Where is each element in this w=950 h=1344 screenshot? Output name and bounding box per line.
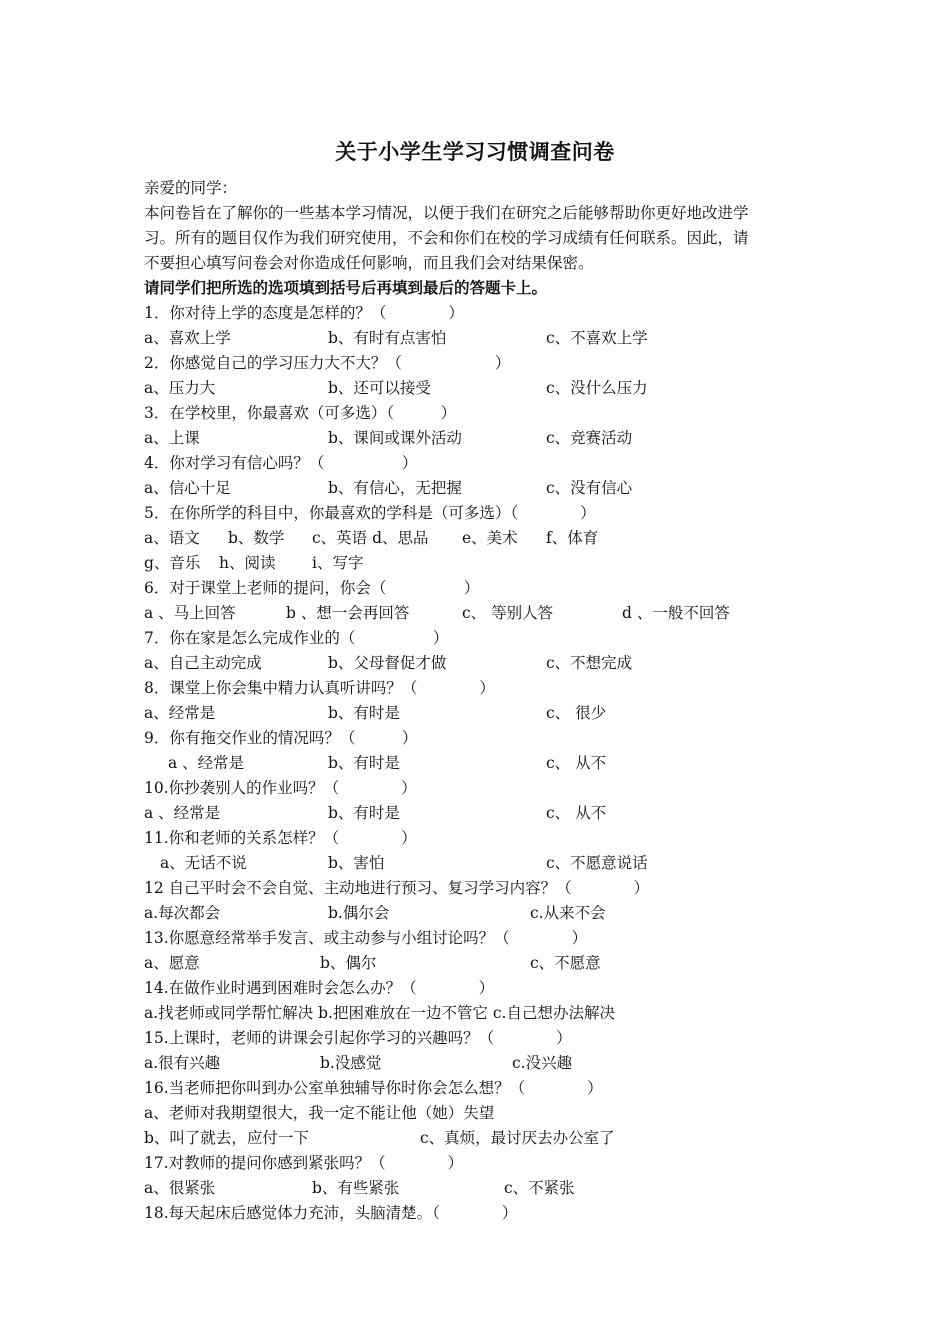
question-2: 2．你感觉自己的学习压力大不大？（ ） — [144, 354, 511, 372]
question-7: 7．你在家是怎么完成作业的（ ） — [144, 629, 449, 647]
option-14-all: a.找老师或同学帮忙解决 b.把困难放在一边不管它 c.自己想办法解决 — [144, 1004, 615, 1022]
option-16c: c、真烦，最讨厌去办公室了 — [420, 1129, 615, 1147]
option-5b: b、数学 — [228, 529, 285, 547]
option-8a: a、经常是 — [144, 704, 216, 722]
question-13: 13.你愿意经常举手发言、或主动参与小组讨论吗？（ ） — [144, 929, 588, 947]
option-12b: b.偶尔会 — [328, 904, 390, 922]
option-10c: c、 从不 — [546, 804, 607, 822]
option-15b: b.没感觉 — [320, 1054, 382, 1072]
option-6c: c、 等别人答 — [462, 604, 554, 622]
option-4c: c、没有信心 — [546, 479, 633, 497]
option-3c: c、竞赛活动 — [546, 429, 633, 447]
option-2b: b、还可以接受 — [328, 379, 431, 397]
option-3a: a、上课 — [144, 429, 200, 447]
option-7c: c、不想完成 — [546, 654, 633, 672]
option-7b: b、父母督促才做 — [328, 654, 447, 672]
option-10b: b、有时是 — [328, 804, 400, 822]
intro-line-1: 本问卷旨在了解你的一些基本学习情况，以便于我们在研究之后能够帮助你更好地改进学 — [144, 204, 749, 222]
option-13c: c、不愿意 — [530, 954, 601, 972]
option-11b: b、害怕 — [328, 854, 385, 872]
question-16: 16.当老师把你叫到办公室单独辅导你时你会怎么想？（ ） — [144, 1079, 603, 1097]
option-5e: e、美术 — [462, 529, 518, 547]
option-2a: a、压力大 — [144, 379, 216, 397]
option-3b: b、课间或课外活动 — [328, 429, 462, 447]
option-11a: a、无话不说 — [160, 854, 247, 872]
option-1c: c、不喜欢上学 — [546, 329, 648, 347]
question-5: 5．在你所学的科目中，你最喜欢的学科是（可多选）（ ） — [144, 504, 596, 522]
option-17b: b、有些紧张 — [312, 1179, 400, 1197]
option-8c: c、 很少 — [546, 704, 607, 722]
option-9a: a 、经常是 — [168, 754, 245, 772]
option-4a: a、信心十足 — [144, 479, 231, 497]
option-7a: a、自己主动完成 — [144, 654, 262, 672]
option-5i: i、写字 — [312, 554, 364, 572]
question-9: 9．你有拖交作业的情况吗？（ ） — [144, 729, 418, 747]
question-6: 6．对于课堂上老师的提问，你会（ ） — [144, 579, 480, 597]
option-13b: b、偶尔 — [320, 954, 377, 972]
question-12: 12 自己平时会不会自觉、主动地进行预习、复习学习内容？（ ） — [144, 879, 650, 897]
option-5f: f、体育 — [546, 529, 599, 547]
option-5g: g、音乐 — [144, 554, 201, 572]
question-8: 8．课堂上你会集中精力认真听讲吗？（ ） — [144, 679, 495, 697]
option-12c: c.从来不会 — [530, 904, 606, 922]
option-6a: a 、马上回答 — [144, 604, 236, 622]
option-11c: c、不愿意说话 — [546, 854, 648, 872]
question-1: 1．你对待上学的态度是怎样的？（ ） — [144, 304, 464, 322]
option-13a: a、愿意 — [144, 954, 200, 972]
option-12a: a.每次都会 — [144, 904, 221, 922]
option-5h: h、阅读 — [219, 554, 276, 572]
option-8b: b、有时是 — [328, 704, 400, 722]
option-1a: a、喜欢上学 — [144, 329, 231, 347]
question-10: 10.你抄袭别人的作业吗？（ ） — [144, 779, 417, 797]
option-6b: b 、想一会再回答 — [286, 604, 410, 622]
question-14: 14.在做作业时遇到困难时会怎么办？（ ） — [144, 979, 495, 997]
question-3: 3．在学校里，你最喜欢（可多选）（ ） — [144, 404, 457, 422]
option-6d: d 、一般不回答 — [622, 604, 730, 622]
option-5a: a、语文 — [144, 529, 200, 547]
greeting: 亲爱的同学： — [144, 179, 238, 197]
option-16b: b、叫了就去，应付一下 — [144, 1129, 309, 1147]
intro-line-2: 习。所有的题目仅作为我们研究使用，不会和你们在校的学习成绩有任何联系。因此，请 — [144, 229, 749, 247]
intro-line-3: 不要担心填写问卷会对你造成任何影响，而且我们会对结果保密。 — [144, 254, 594, 272]
question-15: 15.上课时，老师的讲课会引起你学习的兴趣吗？（ ） — [144, 1029, 572, 1047]
question-11: 11.你和老师的关系怎样？（ ） — [144, 829, 417, 847]
option-10a: a 、经常是 — [144, 804, 221, 822]
option-9b: b、有时是 — [328, 754, 400, 772]
option-16a: a、老师对我期望很大，我一定不能让他（她）失望 — [144, 1104, 495, 1122]
option-15a: a.很有兴趣 — [144, 1054, 221, 1072]
option-17a: a、很紧张 — [144, 1179, 216, 1197]
page-title: 关于小学生学习习惯调查问卷 — [335, 140, 615, 164]
option-1b: b、有时有点害怕 — [328, 329, 447, 347]
option-15c: c.没兴趣 — [512, 1054, 573, 1072]
option-5cd: c、英语 d、思品 — [312, 529, 429, 547]
option-17c: c、不紧张 — [504, 1179, 575, 1197]
option-4b: b、有信心，无把握 — [328, 479, 462, 497]
question-17: 17.对教师的提问你感到紧张吗？（ ） — [144, 1154, 464, 1172]
option-9c: c、 从不 — [546, 754, 607, 772]
question-4: 4．你对学习有信心吗？（ ） — [144, 454, 418, 472]
instruction: 请同学们把所选的选项填到括号后再填到最后的答题卡上。 — [144, 278, 548, 297]
question-18: 18.每天起床后感觉体力充沛，头脑清楚。（ ） — [144, 1204, 518, 1222]
option-2c: c、没什么压力 — [546, 379, 648, 397]
